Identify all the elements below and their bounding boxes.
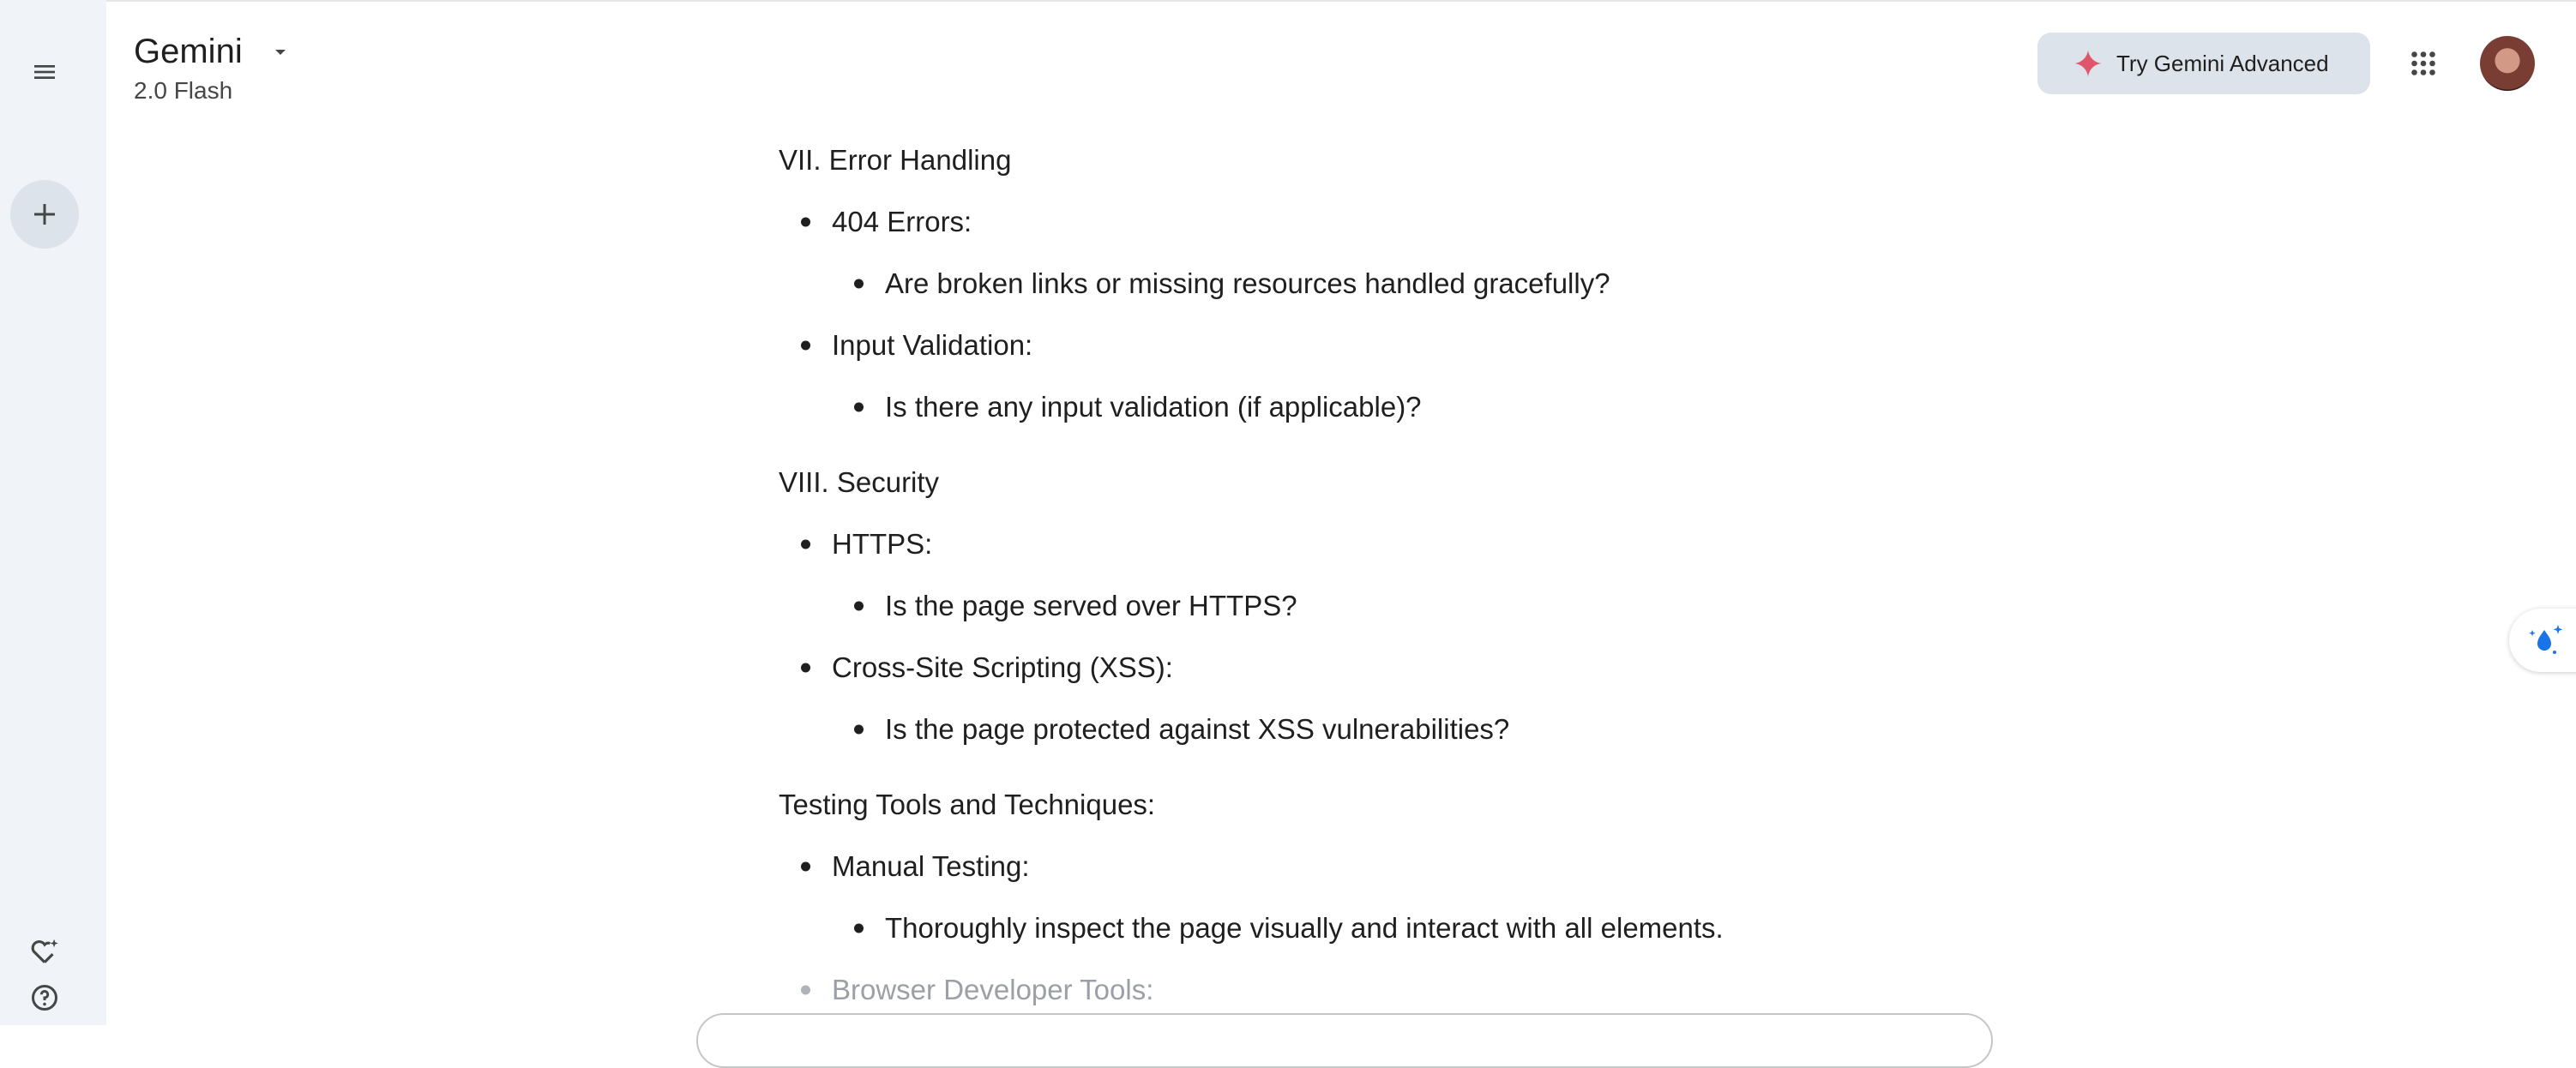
menu-icon xyxy=(31,58,58,86)
section-title-testing-tools: Testing Tools and Techniques: xyxy=(779,789,1156,820)
main-menu-button[interactable] xyxy=(10,38,79,106)
sidebar xyxy=(0,0,106,1025)
caret-down-icon xyxy=(270,42,291,63)
gem-heart-icon xyxy=(28,935,61,968)
top-divider xyxy=(0,0,2576,2)
floating-assist-button[interactable] xyxy=(2509,609,2576,672)
try-advanced-label: Try Gemini Advanced xyxy=(2116,50,2329,76)
apps-grid-icon xyxy=(2408,48,2439,79)
plus-icon xyxy=(29,199,60,230)
help-button[interactable] xyxy=(12,970,77,1025)
list-item-manual-testing: Manual Testing: xyxy=(832,850,1030,882)
list-item-browser-dev-tools: Browser Developer Tools: xyxy=(832,974,1154,1005)
sub-list-item: Is the page served over HTTPS? xyxy=(885,590,1297,621)
google-apps-button[interactable] xyxy=(2389,29,2458,98)
account-avatar[interactable] xyxy=(2480,36,2535,91)
gemini-spark-icon xyxy=(2073,49,2103,78)
sub-list-item: Is there any input validation (if applicable)? xyxy=(885,391,1422,423)
model-name[interactable]: 2.0 Flash xyxy=(134,77,233,104)
help-icon xyxy=(29,982,60,1013)
list-item-https: HTTPS: xyxy=(832,528,933,560)
sub-list-item: Is the page protected against XSS vulnerabilities? xyxy=(885,713,1510,745)
section-title-error-handling: VII. Error Handling xyxy=(779,144,1012,176)
app-title[interactable]: Gemini xyxy=(134,33,243,70)
sub-list-item: Are broken links or missing resources handled gracefully? xyxy=(885,267,1610,299)
sparkle-drop-icon xyxy=(2527,620,2568,661)
prompt-input-box[interactable] xyxy=(696,1013,1993,1068)
try-advanced-button[interactable] xyxy=(2037,33,2370,94)
new-chat-button[interactable] xyxy=(10,180,79,249)
list-item-404-errors: 404 Errors: xyxy=(832,206,972,237)
list-item-xss: Cross-Site Scripting (XSS): xyxy=(832,651,1173,683)
sub-list-item: Thoroughly inspect the page visually and interact with all elements. xyxy=(885,912,1724,944)
section-title-security: VIII. Security xyxy=(779,466,940,498)
model-selector-button[interactable] xyxy=(266,38,295,67)
list-item-input-validation: Input Validation: xyxy=(832,329,1033,361)
